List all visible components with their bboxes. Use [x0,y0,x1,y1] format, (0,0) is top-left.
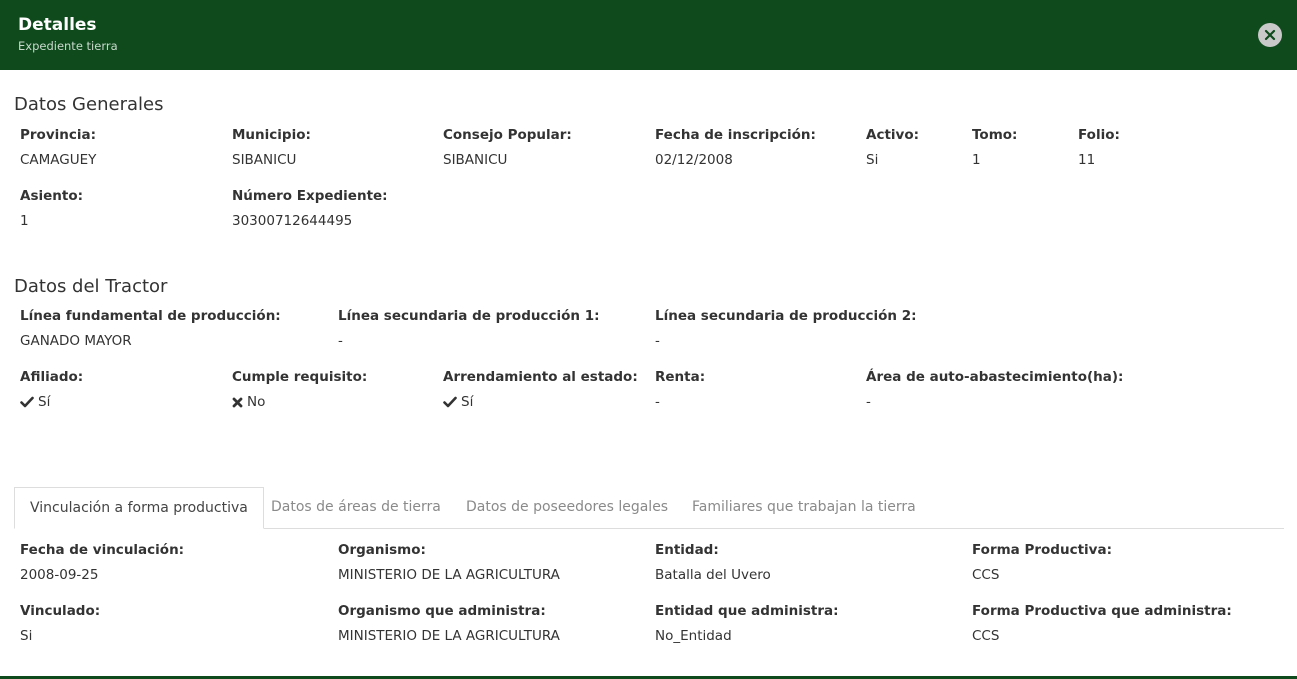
field-label: Activo: [866,127,920,143]
tab-familiares[interactable]: Familiares que trabajan la tierra [692,499,916,515]
close-button[interactable] [1258,23,1282,47]
section-title-datos-generales: Datos Generales [14,94,164,115]
field-value: 2008-09-25 [20,567,99,583]
field-value: MINISTERIO DE LA AGRICULTURA [338,628,560,644]
field-provincia [20,127,96,168]
field-afiliado [20,369,83,410]
field-fecha-vinculacion [20,542,184,583]
field-organismo [338,542,560,583]
field-entidad [655,542,771,583]
field-value: Si [866,152,879,168]
field-value [20,394,83,410]
field-value: - [866,394,871,410]
field-value: 30300712644495 [232,213,353,229]
field-label: Folio: [1078,127,1120,143]
section-title-datos-tractor: Datos del Tractor [14,276,168,297]
field-label: Fecha de vinculación: [20,542,185,558]
field-label: Vinculado: [20,603,101,619]
field-label: Renta: [655,369,706,385]
field-value: 1 [20,213,29,229]
field-municipio [232,127,311,168]
field-label: Área de auto-abastecimiento(ha): [866,369,1124,385]
field-linea-fundamental [20,308,281,349]
field-value: 02/12/2008 [655,152,733,168]
field-numero-expediente [232,188,388,229]
field-tomo [972,127,1017,168]
field-label: Arrendamiento al estado: [443,369,638,385]
field-value: - [655,394,660,410]
field-value [232,394,367,410]
field-label: Forma Productiva: [972,542,1112,558]
field-label: Asiento: [20,188,84,204]
field-value: CCS [972,628,1000,644]
field-label: Línea fundamental de producción: [20,308,281,324]
field-value-text: Sí [461,394,474,410]
field-label: Forma Productiva que administra: [972,603,1232,619]
field-value: - [655,333,660,349]
field-cumple-requisito [232,369,367,410]
field-area-auto-abastecimiento [866,369,1123,410]
tab-bar [14,487,1284,529]
field-label: Línea secundaria de producción 2: [655,308,917,324]
field-label: Provincia: [20,127,97,143]
field-consejo-popular [443,127,572,168]
field-fecha-inscripcion [655,127,816,168]
field-value: MINISTERIO DE LA AGRICULTURA [338,567,560,583]
field-forma-productiva-administra [972,603,1232,644]
field-label: Afiliado: [20,369,84,385]
field-value: GANADO MAYOR [20,333,132,349]
field-linea-secundaria-1 [338,308,600,349]
field-folio [1078,127,1120,168]
times-icon [232,397,243,408]
field-value: 1 [972,152,981,168]
field-value: - [338,333,343,349]
modal-header [0,0,1297,70]
field-value: SIBANICU [232,152,297,168]
field-vinculado [20,603,100,644]
field-arrendamiento [443,369,638,410]
field-label: Entidad que administra: [655,603,839,619]
field-asiento [20,188,83,229]
field-value: SIBANICU [443,152,508,168]
field-value-text: Sí [38,394,51,410]
tab-vinculacion[interactable]: Vinculación a forma productiva [14,487,264,529]
field-value: Batalla del Uvero [655,567,771,583]
modal-subtitle: Expediente tierra [18,39,118,53]
field-label: Fecha de inscripción: [655,127,816,143]
field-label: Entidad: [655,542,719,558]
check-icon [443,396,457,408]
field-activo [866,127,919,168]
field-label: Consejo Popular: [443,127,572,143]
field-value: CAMAGUEY [20,152,97,168]
field-linea-secundaria-2 [655,308,917,349]
field-label: Cumple requisito: [232,369,368,385]
field-entidad-administra [655,603,839,644]
modal-title: Detalles [18,15,97,35]
field-label: Organismo: [338,542,426,558]
field-value: 11 [1078,152,1096,168]
field-label: Línea secundaria de producción 1: [338,308,600,324]
tab-poseedores-legales[interactable]: Datos de poseedores legales [466,499,669,515]
field-renta [655,369,705,410]
close-icon [1264,29,1276,41]
field-label: Municipio: [232,127,311,143]
field-label: Tomo: [972,127,1018,143]
field-label: Número Expediente: [232,188,388,204]
field-organismo-administra [338,603,560,644]
field-label: Organismo que administra: [338,603,546,619]
field-value: No_Entidad [655,628,732,644]
field-value [443,394,638,410]
field-value: CCS [972,567,1000,583]
tab-areas-tierra[interactable]: Datos de áreas de tierra [271,499,441,515]
field-forma-productiva [972,542,1112,583]
field-value-text: No [247,394,266,410]
check-icon [20,396,34,408]
field-value: Si [20,628,33,644]
